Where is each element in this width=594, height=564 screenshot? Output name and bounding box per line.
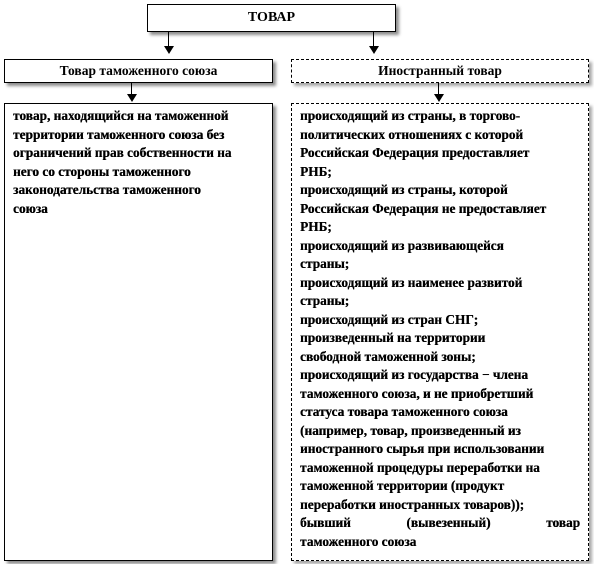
- right-description: [300, 107, 580, 514]
- description-line: происходящий из страны, в торгово-: [300, 108, 521, 123]
- description-line: товар, находящийся на таможенной: [13, 108, 229, 123]
- root-box: [147, 4, 396, 32]
- description-line: политических отношениях с которой: [300, 126, 524, 142]
- arrow-root-to-right: [369, 32, 379, 54]
- right-word-1: бывший: [300, 515, 351, 530]
- left-description-box: [4, 103, 273, 561]
- description-line: иностранного сырья при использовании: [300, 441, 545, 456]
- right-description-justified-line: [300, 514, 580, 533]
- description-line: переработки иностранных товаров));: [300, 496, 524, 512]
- arrow-right-title-to-desc: [434, 83, 444, 102]
- description-line: (например, товар, произведенный из: [300, 422, 521, 438]
- right-title-box: [291, 59, 589, 83]
- right-description-box: [291, 103, 589, 561]
- description-line: него со стороны таможенного: [13, 163, 191, 179]
- description-line: происходящий из развивающейся: [300, 237, 504, 253]
- description-line: таможенной территории (продукт: [300, 478, 505, 493]
- right-word-2: (вывезенный): [406, 515, 491, 530]
- arrow-left-title-to-desc: [127, 83, 137, 102]
- description-line: статуса товара таможенного союза: [300, 404, 508, 419]
- description-line: таможенного союза, и не приобретший: [300, 385, 534, 401]
- description-line: союза: [13, 200, 48, 216]
- description-line: территории таможенного союза без: [13, 126, 225, 142]
- description-line: страны;: [300, 293, 350, 308]
- description-line: РНБ;: [300, 163, 332, 179]
- description-line: происходящий из стран СНГ;: [300, 311, 479, 327]
- right-description-final-line: таможенного союза: [300, 533, 417, 549]
- description-line: Российская Федерация предоставляет: [300, 145, 530, 160]
- arrow-root-to-left: [164, 32, 174, 54]
- description-line: происходящий из страны, которой: [300, 182, 508, 197]
- description-line: происходящий из государства − члена: [300, 367, 528, 382]
- description-line: РНБ;: [300, 219, 332, 234]
- left-title-box: [4, 59, 273, 83]
- description-line: Российская Федерация не предоставляет: [300, 200, 547, 216]
- description-line: ограничений прав собственности на: [13, 145, 232, 160]
- left-title: Товар таможенного союза: [59, 63, 218, 78]
- description-line: произведенный на территории: [300, 330, 486, 345]
- description-line: законодательства таможенного: [13, 182, 201, 197]
- root-label: ТОВАР: [247, 10, 296, 25]
- description-line: таможенной процедуры переработки на: [300, 459, 540, 475]
- description-line: происходящий из наименее развитой: [300, 274, 523, 290]
- description-line: свободной таможенной зоны;: [300, 348, 476, 364]
- left-description: [13, 107, 264, 218]
- description-line: страны;: [300, 256, 350, 271]
- right-word-3: товар: [546, 515, 580, 530]
- right-title: Иностранный товар: [378, 63, 502, 78]
